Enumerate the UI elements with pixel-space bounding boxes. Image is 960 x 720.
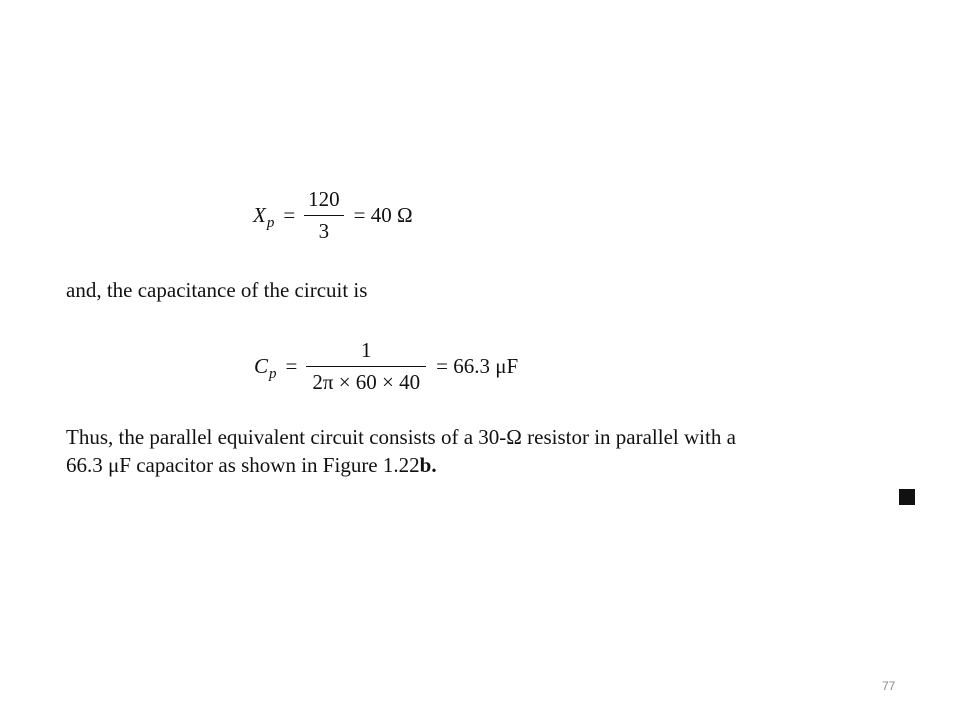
end-of-example-square-icon [899,489,915,505]
eq2-result: = 66.3 μF [436,354,519,378]
equation-capacitance [254,338,518,395]
eq1-fraction [304,187,344,244]
eq1-denominator: 3 [318,219,330,243]
text-capacitance-intro: and, the capacitance of the circuit is [66,278,368,302]
eq2-numerator: 1 [361,338,372,362]
conclusion-line-1: Thus, the parallel equivalent circuit consists of a 30-Ω resistor in parallel with a [66,425,736,449]
eq2-fraction [306,338,426,395]
eq2-equals: = [285,354,298,378]
page-number: 77 [882,679,896,693]
text-conclusion [66,423,926,479]
eq1-subscript: p [266,215,275,231]
eq1-result: = 40 Ω [353,203,413,227]
eq1-equals: = [283,203,296,227]
eq1-numerator: 120 [308,187,340,211]
eq2-variable: C [254,354,269,378]
figure-ref-bold: b. [419,453,437,477]
conclusion-line-2: 66.3 μF capacitor as shown in Figure 1.22 [66,453,420,477]
eq2-denominator: 2π × 60 × 40 [312,370,421,394]
eq2-subscript: p [269,366,277,382]
equation-reactance [253,187,413,244]
eq1-variable: X [253,203,266,227]
